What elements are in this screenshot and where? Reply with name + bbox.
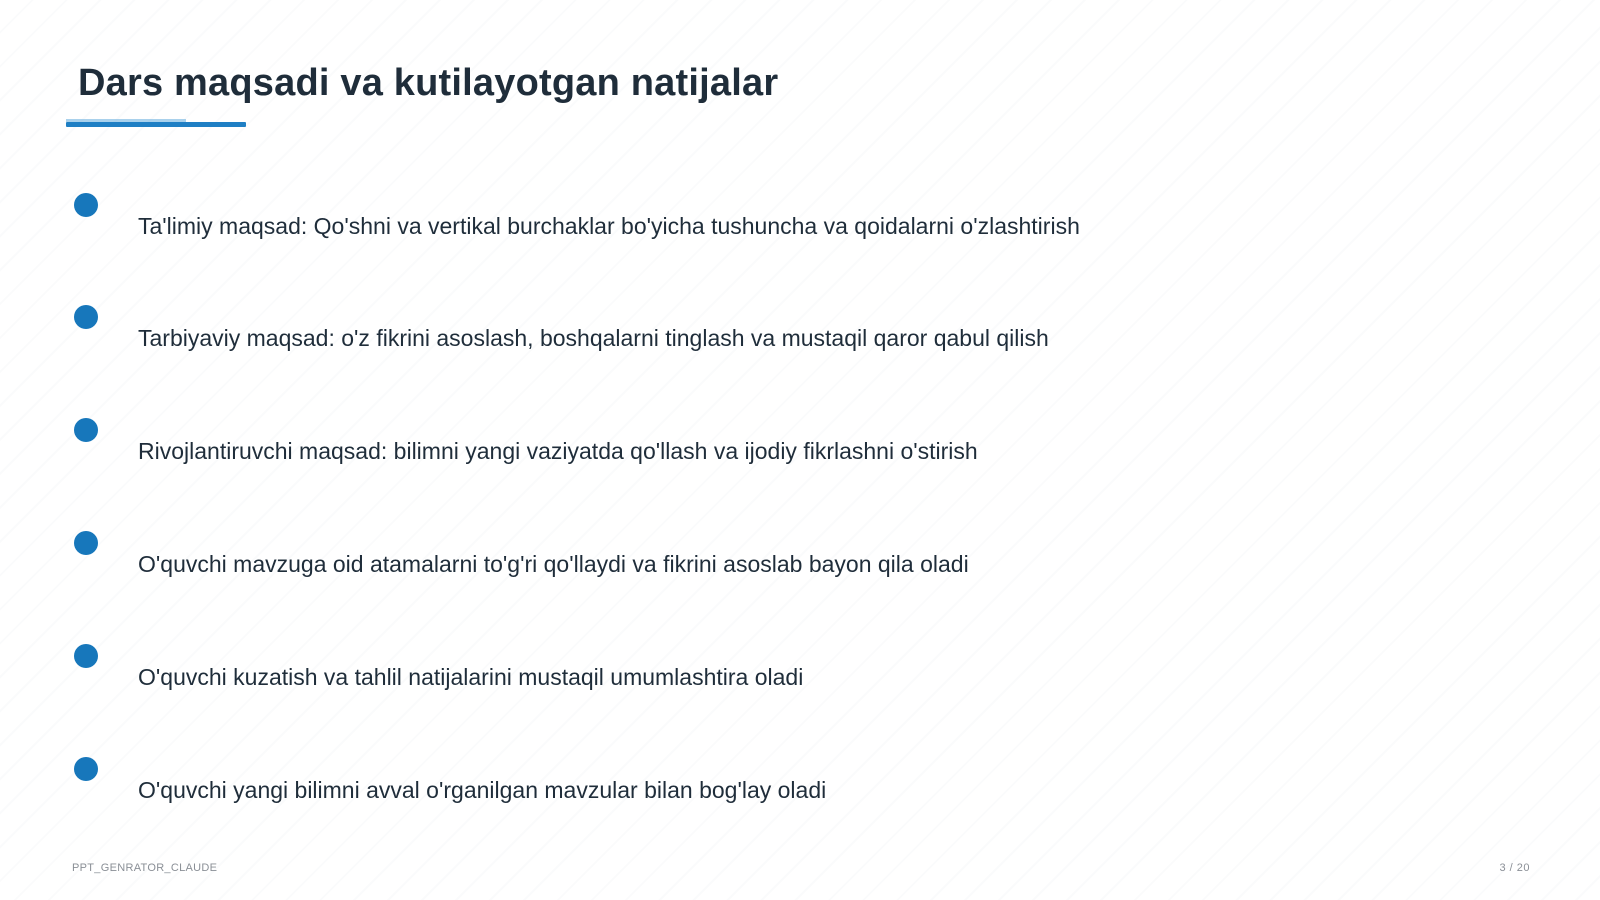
- bullet-dot-icon: [74, 531, 98, 555]
- list-item: [0, 757, 1600, 837]
- bullet-dot-icon: [74, 644, 98, 668]
- list-item: [0, 193, 1600, 273]
- bullet-text: O'quvchi kuzatish va tahlil natijalarini mustaqil umumlashtira oladi: [138, 664, 804, 690]
- list-item: [0, 305, 1600, 385]
- bullet-dot-icon: [74, 418, 98, 442]
- bullet-dot-icon: [74, 193, 98, 217]
- bullet-dot-icon: [74, 757, 98, 781]
- footer-source-label: PPT_GENRATOR_CLAUDE: [72, 862, 218, 874]
- list-item: [0, 418, 1600, 498]
- bullet-text: O'quvchi yangi bilimni avval o'rganilgan mavzular bilan bog'lay oladi: [138, 777, 827, 803]
- slide-title: Dars maqsadi va kutilayotgan natijalar: [78, 62, 779, 104]
- list-item: [0, 644, 1600, 724]
- bullet-text: Tarbiyaviy maqsad: o'z fikrini asoslash, boshqalarni tinglash va mustaqil qaror qabul qilish: [138, 325, 1049, 351]
- bullet-text: O'quvchi mavzuga oid atamalarni to'g'ri qo'llaydi va fikrini asoslab bayon qila oladi: [138, 551, 969, 577]
- bullet-text: Rivojlantiruvchi maqsad: bilimni yangi vaziyatda qo'llash va ijodiy fikrlashni o'stirish: [138, 438, 978, 464]
- page-indicator: 3 / 20: [1499, 862, 1530, 874]
- bullet-dot-icon: [74, 305, 98, 329]
- bullet-text: Ta'limiy maqsad: Qo'shni va vertikal burchaklar bo'yicha tushuncha va qoidalarni o'zlashtirish: [138, 213, 1080, 239]
- list-item: [0, 531, 1600, 611]
